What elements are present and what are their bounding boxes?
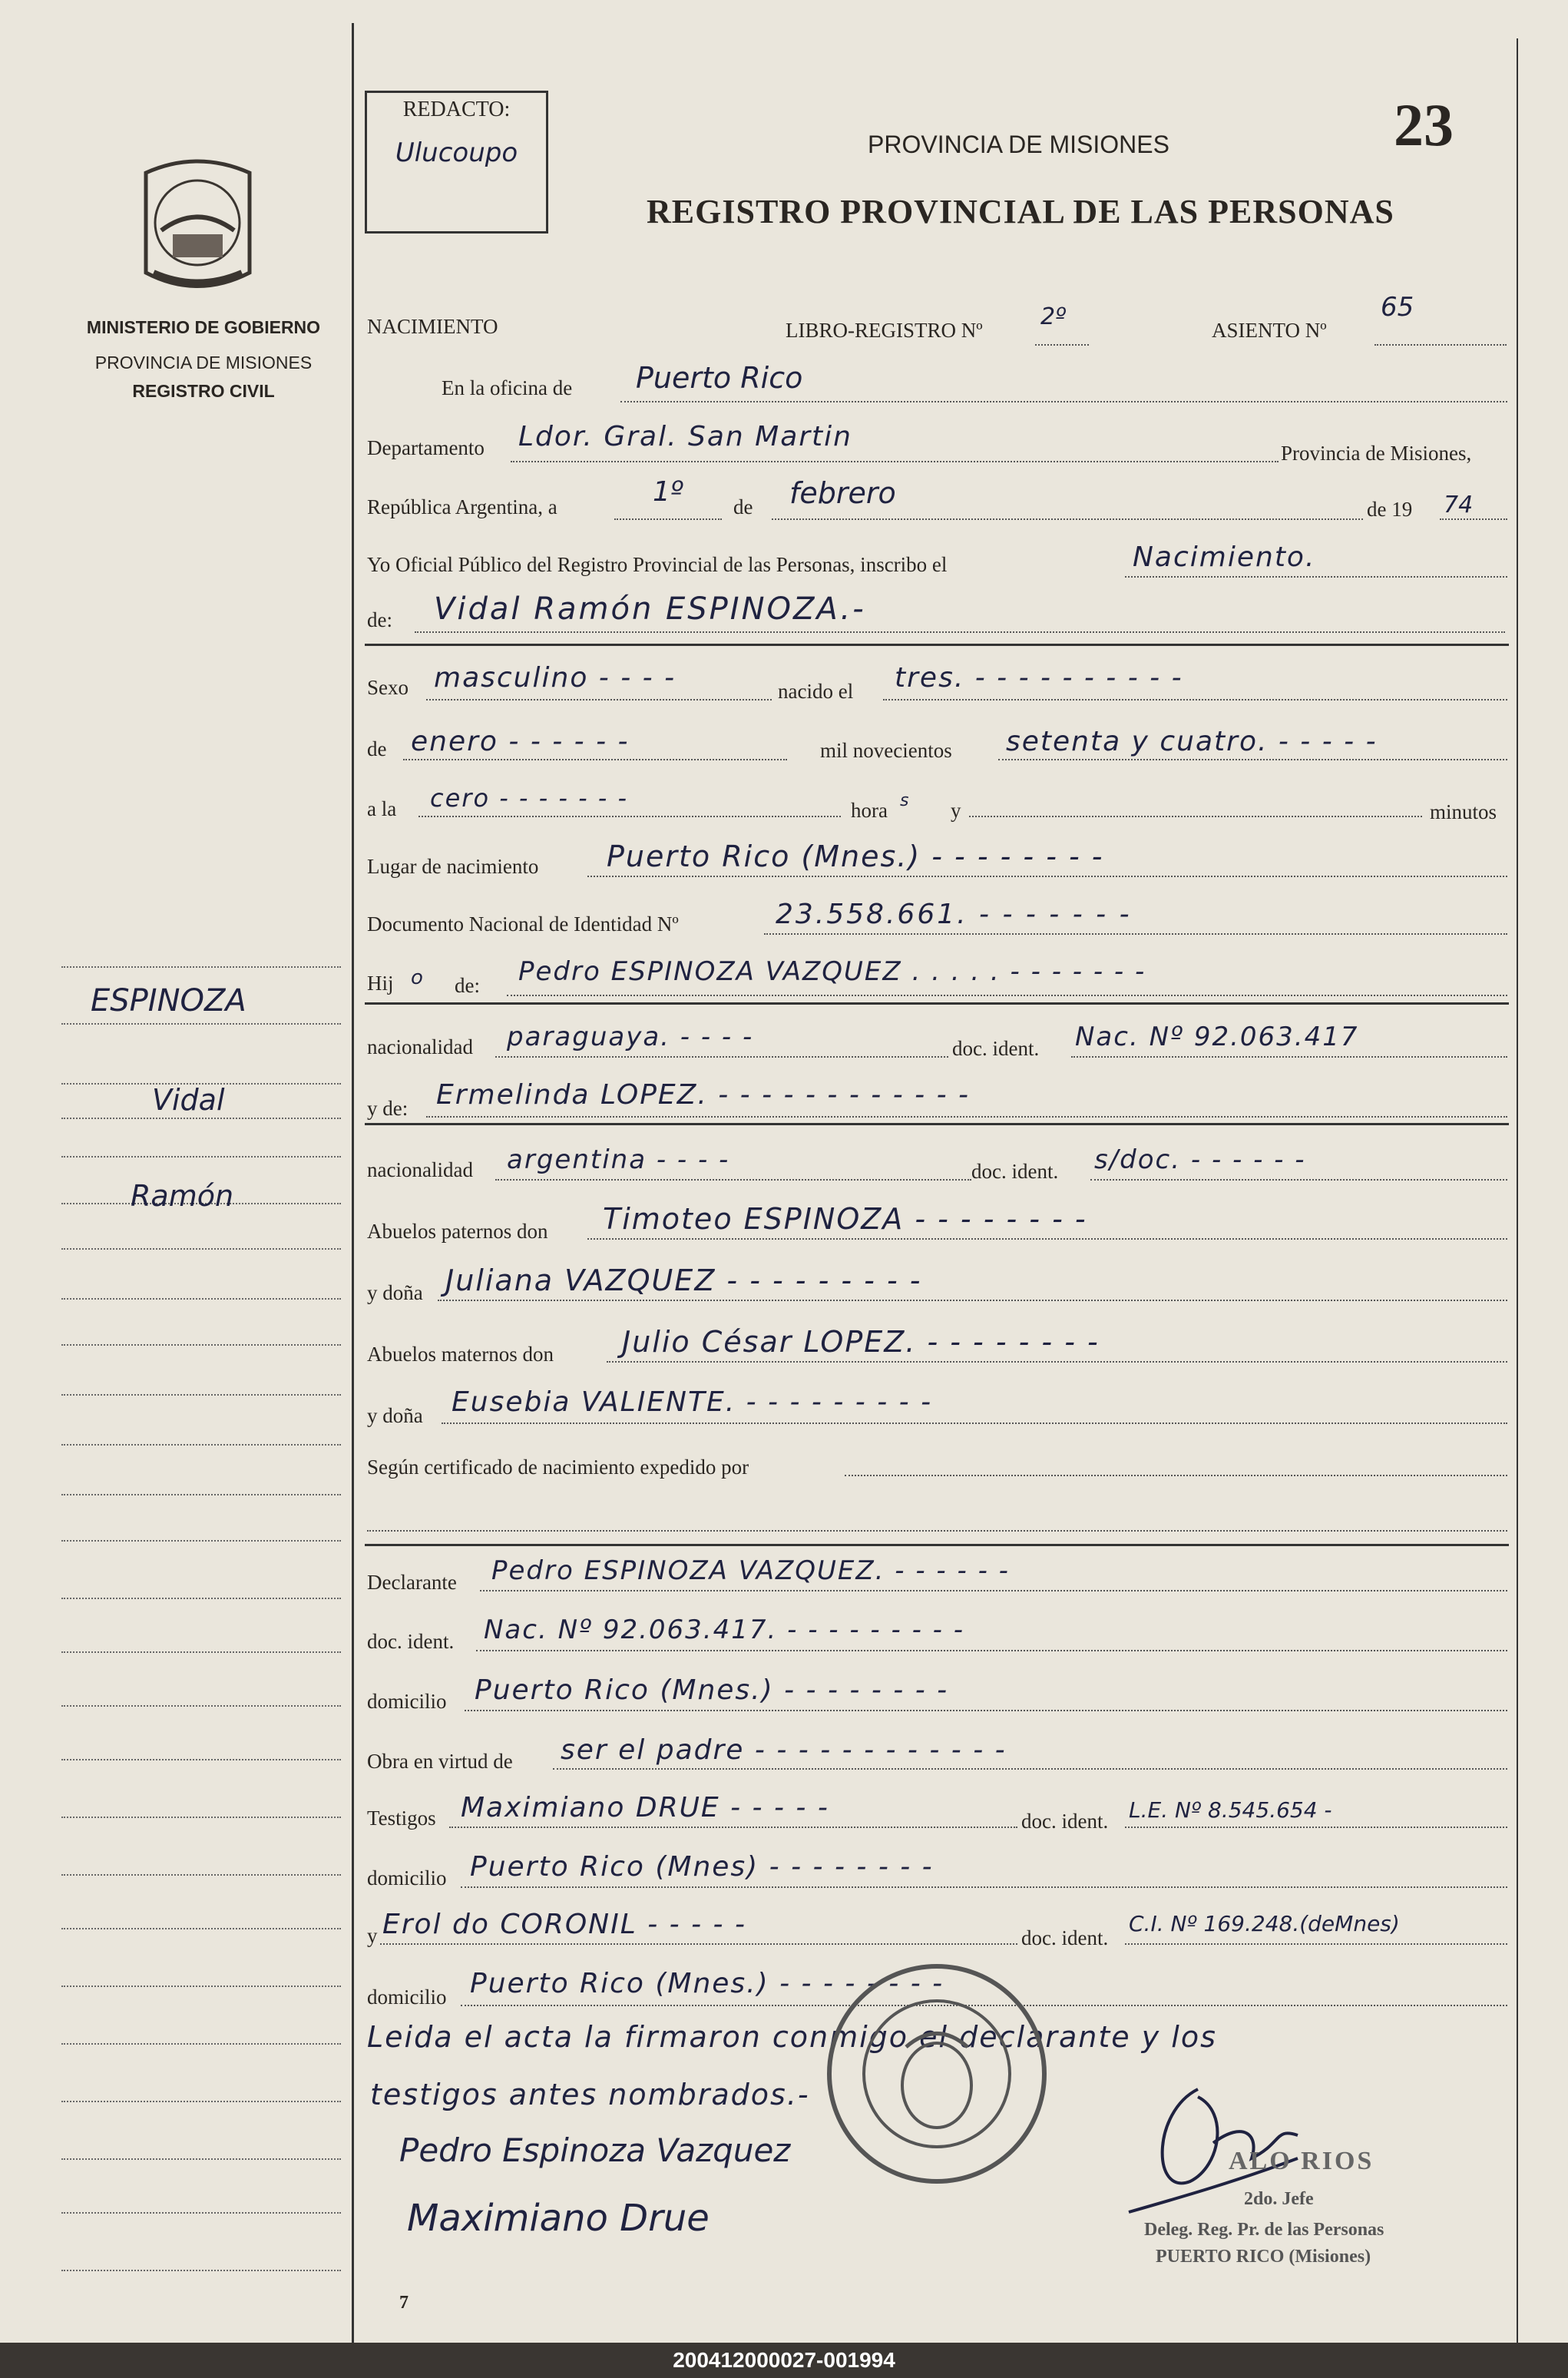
testigos-label: Testigos [367,1807,436,1830]
asiento-value: 65 [1381,292,1414,323]
a-la-label: a la [367,797,397,820]
obra-label: Obra en virtud de [367,1750,513,1773]
side-line [61,1651,341,1653]
domicilio-label-1: domicilio [367,1690,447,1713]
page-edge [1517,38,1518,2343]
certificado-label: Según certificado de nacimiento expedido por [367,1456,749,1479]
maternal-grandmother-value: Eusebia VALIENTE. - - - - - - - - - [452,1386,933,1418]
side-line [61,1118,341,1119]
side-line [61,2270,341,2271]
witness-signature: Maximiano Drue [407,2197,710,2240]
side-line [61,1298,341,1300]
father-nationality-value: paraguaya. - - - - [507,1022,754,1052]
declarante-doc-value: Nac. Nº 92.063.417. - - - - - - - - - [484,1615,965,1645]
side-line [61,1540,341,1542]
republica-label: República Argentina, a [367,495,557,518]
oficial-label: Yo Oficial Público del Registro Provincial de las Personas, inscribo el [367,553,948,576]
mother-name-value: Ermelinda LOPEZ. - - - - - - - - - - - - [436,1079,970,1111]
redacto-label: REDACTO: [402,98,511,121]
abuelos-paternos-label: Abuelos paternos don [367,1220,548,1243]
oficina-label: En la oficina de [442,376,573,399]
official-stamp [822,1959,1052,2189]
officer-name: ALO RIOS [1229,2147,1374,2175]
witness2-domicilio-value: Puerto Rico (Mnes.) - - - - - - - - [470,1968,944,1999]
hour-suffix: s [900,791,909,810]
witness1-domicilio-value: Puerto Rico (Mnes) - - - - - - - - [470,1851,934,1883]
doc-ident-label-5: doc. ident. [1021,1926,1109,1949]
de-label-name: de: [367,608,392,631]
paternal-grandmother-value: Juliana VAZQUEZ - - - - - - - - - [445,1264,922,1297]
header-registry: REGISTRO PROVINCIAL DE LAS PERSONAS [647,193,1394,230]
side-line [61,1444,341,1446]
abuelos-maternos-label: Abuelos maternos don [367,1343,554,1366]
ministry-province: PROVINCIA DE MISIONES [94,353,313,373]
de-label-3: de: [455,974,480,997]
side-line [61,2212,341,2214]
nacido-label: nacido el [778,680,854,703]
departamento-label: Departamento [367,436,485,459]
side-line [61,1023,341,1025]
side-line [61,1759,341,1760]
officer-location: PUERTO RICO (Misiones) [1156,2247,1371,2267]
provincial-seal [138,157,257,296]
de-label-1: de [733,495,753,518]
y-label-2: y [367,1924,378,1947]
maternal-grandfather-value: Julio César LOPEZ. - - - - - - - - [622,1325,1100,1359]
hijo-suffix: o [411,966,423,989]
closing-line-1: Leida el acta la firmaron conmigo el declarante y los [367,2020,1217,2054]
witness2-doc-value: C.I. Nº 169.248.(deMnes) [1129,1911,1400,1936]
y-dona-label-2: y doña [367,1404,423,1427]
father-doc-value: Nac. Nº 92.063.417 [1075,1022,1359,1052]
act-type-label: NACIMIENTO [367,315,498,338]
dni-value: 23.558.661. - - - - - - - [776,899,1132,930]
domicilio-label-2: domicilio [367,1866,447,1889]
provincia-label: Provincia de Misiones, [1281,442,1472,465]
column-divider [352,23,354,2343]
month-value: febrero [789,476,896,510]
obra-value: ser el padre - - - - - - - - - - - - [561,1734,1007,1766]
mother-nationality-value: argentina - - - - [507,1144,730,1175]
header-province: PROVINCIA DE MISIONES [868,131,1169,158]
officer-title: 2do. Jefe [1244,2189,1314,2209]
hijo-label: Hij [367,972,394,995]
doc-ident-label-4: doc. ident. [1021,1810,1109,1833]
side-name-1: Vidal [152,1083,225,1117]
oficina-value: Puerto Rico [636,361,803,395]
declarante-label: Declarante [367,1571,457,1594]
doc-ident-label-2: doc. ident. [971,1160,1059,1183]
side-line [61,966,341,968]
doc-ident-label-3: doc. ident. [367,1630,455,1653]
side-line [61,2101,341,2102]
inscribe-value: Nacimiento. [1133,542,1316,573]
redacto-signature: Ulucoupo [395,137,518,168]
year-prefix-label: de 19 [1367,498,1413,521]
lugar-value: Puerto Rico (Mnes.) - - - - - - - - [607,840,1104,873]
side-line [61,1598,341,1599]
side-line [61,1248,341,1250]
side-line [61,1494,341,1495]
nacionalidad-label-1: nacionalidad [367,1035,473,1058]
officer-office: Deleg. Reg. Pr. de las Personas [1144,2220,1384,2240]
novecientos-label: mil novecientos [820,739,952,762]
domicilio-label-3: domicilio [367,1986,447,2009]
witness1-value: Maximiano DRUE - - - - - [461,1792,829,1823]
side-line [61,2043,341,2045]
declarant-signature: Pedro Espinoza Vazquez [399,2131,791,2169]
full-name-value: Vidal Ramón ESPINOZA.- [434,591,866,627]
side-line [61,1874,341,1876]
paternal-grandfather-value: Timoteo ESPINOZA - - - - - - - - [603,1202,1087,1236]
birth-day-value: tres. - - - - - - - - - - [895,662,1183,694]
departamento-value: Ldor. Gral. San Martin [518,421,852,452]
footer-mark: 7 [399,2293,409,2313]
nacionalidad-label-2: nacionalidad [367,1158,473,1181]
hora-label: hora [851,799,888,822]
sexo-value: masculino - - - - [434,662,676,694]
doc-ident-label-1: doc. ident. [952,1037,1040,1060]
y-dona-label-1: y doña [367,1281,423,1304]
birth-year-value: setenta y cuatro. - - - - - [1006,726,1378,757]
hour-value: cero - - - - - - - [430,783,629,813]
de-label-2: de [367,737,387,760]
sexo-label: Sexo [367,676,409,699]
libro-value: 2º [1040,303,1067,330]
side-line [61,1986,341,1987]
page-number: 23 [1394,91,1454,158]
ministry-title: MINISTERIO DE GOBIERNO [86,317,321,337]
redacto-box [365,91,548,233]
y-de-label: y de: [367,1097,409,1120]
declarante-value: Pedro ESPINOZA VAZQUEZ. - - - - - - [491,1555,1010,1586]
day-value: 1º [653,476,683,508]
side-line [61,1156,341,1158]
side-line [61,1344,341,1346]
side-line [61,2158,341,2160]
lugar-label: Lugar de nacimiento [367,855,539,878]
year-value: 74 [1444,492,1474,518]
side-surname: ESPINOZA [91,983,246,1018]
closing-line-2: testigos antes nombrados.- [370,2078,810,2111]
dni-label: Documento Nacional de Identidad Nº [367,912,679,936]
side-line [61,1817,341,1818]
side-name-2: Ramón [131,1179,234,1213]
side-line [61,1394,341,1396]
declarante-domicilio-value: Puerto Rico (Mnes.) - - - - - - - - [475,1674,949,1706]
libro-label: LIBRO-REGISTRO Nº [786,319,983,342]
image-caption: 200412000027-001994 [0,2343,1568,2378]
witness1-doc-value: L.E. Nº 8.545.654 - [1129,1797,1332,1823]
side-line [61,1705,341,1707]
mother-doc-value: s/doc. - - - - - - [1094,1144,1306,1175]
y-label-1: y [951,799,961,822]
birth-month-value: enero - - - - - - [411,726,630,757]
father-name-value: Pedro ESPINOZA VAZQUEZ . . . . . - - - - - - - [518,956,1146,987]
witness2-value: Erol do CORONIL - - - - - [382,1909,746,1940]
minutos-label: minutos [1430,800,1497,823]
ministry-registry: REGISTRO CIVIL [132,381,275,401]
asiento-label: ASIENTO Nº [1212,319,1327,342]
side-line [61,1928,341,1929]
